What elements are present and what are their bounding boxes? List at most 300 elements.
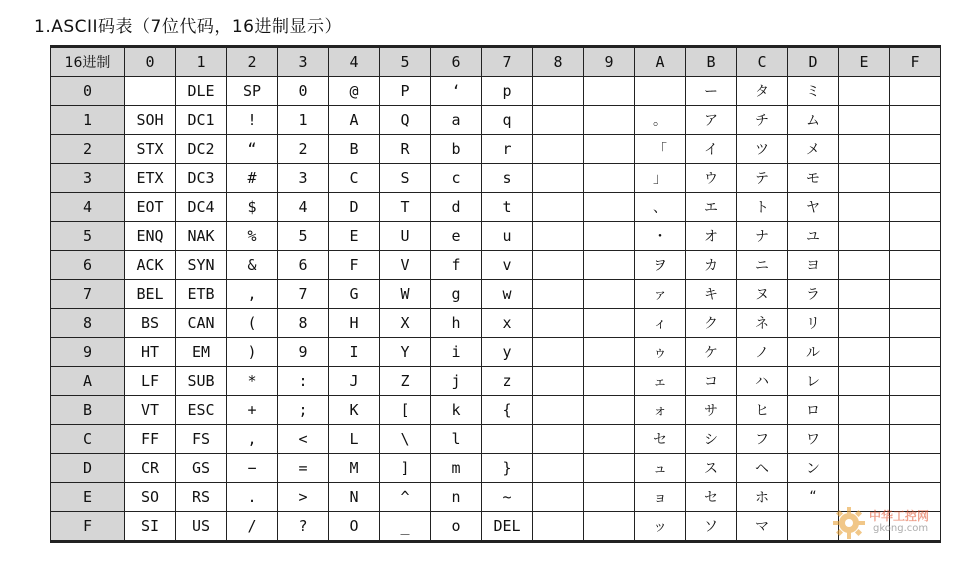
row-header: C	[51, 425, 125, 454]
table-cell	[584, 135, 635, 164]
column-header: 7	[482, 47, 533, 77]
table-cell: BEL	[125, 280, 176, 309]
table-cell	[584, 251, 635, 280]
table-cell	[533, 425, 584, 454]
table-cell	[839, 280, 890, 309]
table-cell: V	[380, 251, 431, 280]
table-cell: [	[380, 396, 431, 425]
table-cell	[839, 164, 890, 193]
table-cell: x	[482, 309, 533, 338]
table-cell: .	[227, 483, 278, 512]
gear-icon	[831, 505, 867, 541]
table-cell: “	[788, 483, 839, 512]
column-header: F	[890, 47, 941, 77]
table-cell: 7	[278, 280, 329, 309]
table-cell: ア	[686, 106, 737, 135]
table-cell	[635, 77, 686, 106]
table-cell	[839, 106, 890, 135]
table-cell: SYN	[176, 251, 227, 280]
table-cell	[890, 222, 941, 251]
table-cell: EOT	[125, 193, 176, 222]
table-cell: キ	[686, 280, 737, 309]
table-cell: セ	[635, 425, 686, 454]
table-cell: SUB	[176, 367, 227, 396]
table-cell: FS	[176, 425, 227, 454]
table-cell	[839, 367, 890, 396]
table-cell: ォ	[635, 396, 686, 425]
table-cell: レ	[788, 367, 839, 396]
table-cell: w	[482, 280, 533, 309]
table-cell: %	[227, 222, 278, 251]
table-cell: e	[431, 222, 482, 251]
table-cell: a	[431, 106, 482, 135]
table-cell	[584, 454, 635, 483]
table-row	[51, 396, 941, 425]
table-cell	[890, 280, 941, 309]
table-cell: DC4	[176, 193, 227, 222]
table-cell: チ	[737, 106, 788, 135]
row-header: 5	[51, 222, 125, 251]
table-cell: c	[431, 164, 482, 193]
row-header: E	[51, 483, 125, 512]
table-cell: カ	[686, 251, 737, 280]
table-row	[51, 425, 941, 454]
table-cell: t	[482, 193, 533, 222]
table-cell	[839, 338, 890, 367]
row-header: 2	[51, 135, 125, 164]
table-cell: ,	[227, 425, 278, 454]
table-cell: DC2	[176, 135, 227, 164]
table-row	[51, 309, 941, 338]
table-cell: DC3	[176, 164, 227, 193]
table-cell: DLE	[176, 77, 227, 106]
table-cell: ESC	[176, 396, 227, 425]
table-cell: _	[380, 512, 431, 542]
table-cell: SO	[125, 483, 176, 512]
table-cell: EM	[176, 338, 227, 367]
table-cell	[533, 483, 584, 512]
table-cell: ヘ	[737, 454, 788, 483]
table-cell	[584, 106, 635, 135]
table-cell	[839, 222, 890, 251]
table-cell: ル	[788, 338, 839, 367]
column-header: A	[635, 47, 686, 77]
table-cell: <	[278, 425, 329, 454]
table-cell: ロ	[788, 396, 839, 425]
table-cell: i	[431, 338, 482, 367]
table-cell: $	[227, 193, 278, 222]
table-cell: z	[482, 367, 533, 396]
table-cell: )	[227, 338, 278, 367]
table-cell: +	[227, 396, 278, 425]
row-header: B	[51, 396, 125, 425]
table-cell: d	[431, 193, 482, 222]
table-cell: X	[380, 309, 431, 338]
table-cell	[533, 512, 584, 542]
table-cell: B	[329, 135, 380, 164]
table-cell: ス	[686, 454, 737, 483]
table-row	[51, 512, 941, 542]
row-header: 8	[51, 309, 125, 338]
table-cell: ク	[686, 309, 737, 338]
table-cell: #	[227, 164, 278, 193]
table-cell: v	[482, 251, 533, 280]
watermark	[831, 505, 961, 545]
table-row	[51, 483, 941, 512]
table-cell: 1	[278, 106, 329, 135]
column-header: 6	[431, 47, 482, 77]
table-cell: ホ	[737, 483, 788, 512]
table-cell: セ	[686, 483, 737, 512]
table-cell	[584, 367, 635, 396]
table-cell	[839, 309, 890, 338]
column-header: 1	[176, 47, 227, 77]
row-header: 6	[51, 251, 125, 280]
table-cell	[890, 367, 941, 396]
table-cell: ウ	[686, 164, 737, 193]
table-cell: HT	[125, 338, 176, 367]
table-cell	[584, 483, 635, 512]
table-cell: SP	[227, 77, 278, 106]
table-cell	[584, 164, 635, 193]
table-cell: LF	[125, 367, 176, 396]
table-cell: イ	[686, 135, 737, 164]
table-cell	[890, 193, 941, 222]
table-cell: @	[329, 77, 380, 106]
table-cell: p	[482, 77, 533, 106]
table-row	[51, 251, 941, 280]
table-cell: ナ	[737, 222, 788, 251]
table-cell	[839, 193, 890, 222]
table-cell: T	[380, 193, 431, 222]
table-cell	[890, 251, 941, 280]
table-cell: }	[482, 454, 533, 483]
table-cell: サ	[686, 396, 737, 425]
table-cell	[890, 135, 941, 164]
table-cell: Z	[380, 367, 431, 396]
table-cell: 2	[278, 135, 329, 164]
table-cell: ョ	[635, 483, 686, 512]
table-cell: ^	[380, 483, 431, 512]
table-cell: A	[329, 106, 380, 135]
table-cell: G	[329, 280, 380, 309]
column-header: D	[788, 47, 839, 77]
table-cell: >	[278, 483, 329, 512]
row-header: 9	[51, 338, 125, 367]
table-cell: W	[380, 280, 431, 309]
row-header: 1	[51, 106, 125, 135]
table-cell: 、	[635, 193, 686, 222]
table-cell: b	[431, 135, 482, 164]
table-cell: j	[431, 367, 482, 396]
table-cell: g	[431, 280, 482, 309]
table-cell: ュ	[635, 454, 686, 483]
table-cell	[839, 396, 890, 425]
table-cell	[839, 454, 890, 483]
table-cell: ヌ	[737, 280, 788, 309]
table-cell: ~	[482, 483, 533, 512]
table-cell: CAN	[176, 309, 227, 338]
row-header: F	[51, 512, 125, 542]
table-cell: ETX	[125, 164, 176, 193]
table-row	[51, 338, 941, 367]
table-row	[51, 367, 941, 396]
table-cell	[533, 309, 584, 338]
watermark-text: 中华工控网	[869, 509, 930, 523]
column-header: C	[737, 47, 788, 77]
table-cell	[584, 309, 635, 338]
table-cell	[890, 164, 941, 193]
table-cell	[533, 77, 584, 106]
table-cell: L	[329, 425, 380, 454]
table-row	[51, 280, 941, 309]
table-cell: ETB	[176, 280, 227, 309]
table-cell	[839, 77, 890, 106]
table-cell: N	[329, 483, 380, 512]
table-cell: Q	[380, 106, 431, 135]
table-cell: M	[329, 454, 380, 483]
table-cell	[890, 106, 941, 135]
table-cell: o	[431, 512, 482, 542]
table-cell: コ	[686, 367, 737, 396]
table-cell: リ	[788, 309, 839, 338]
table-cell: ト	[737, 193, 788, 222]
table-cell: ワ	[788, 425, 839, 454]
column-header: 2	[227, 47, 278, 77]
table-cell: タ	[737, 77, 788, 106]
table-cell	[584, 338, 635, 367]
table-cell: (	[227, 309, 278, 338]
table-cell	[584, 512, 635, 542]
table-cell: “	[227, 135, 278, 164]
table-cell: !	[227, 106, 278, 135]
table-cell: &	[227, 251, 278, 280]
row-header: D	[51, 454, 125, 483]
table-cell: ハ	[737, 367, 788, 396]
table-cell: ゥ	[635, 338, 686, 367]
table-cell: *	[227, 367, 278, 396]
row-header: A	[51, 367, 125, 396]
table-cell: エ	[686, 193, 737, 222]
table-cell	[533, 367, 584, 396]
table-cell: f	[431, 251, 482, 280]
column-header: 9	[584, 47, 635, 77]
table-row	[51, 135, 941, 164]
table-cell	[890, 77, 941, 106]
table-cell: l	[431, 425, 482, 454]
table-cell: ヨ	[788, 251, 839, 280]
table-cell: /	[227, 512, 278, 542]
column-header: 5	[380, 47, 431, 77]
table-cell	[584, 425, 635, 454]
table-cell: 3	[278, 164, 329, 193]
column-header: 3	[278, 47, 329, 77]
table-cell	[533, 106, 584, 135]
table-cell	[839, 251, 890, 280]
table-cell: ァ	[635, 280, 686, 309]
table-cell: q	[482, 106, 533, 135]
table-cell: ACK	[125, 251, 176, 280]
table-cell	[839, 135, 890, 164]
table-cell	[584, 396, 635, 425]
row-header: 7	[51, 280, 125, 309]
column-header: E	[839, 47, 890, 77]
row-header: 0	[51, 77, 125, 106]
table-cell: オ	[686, 222, 737, 251]
table-cell: シ	[686, 425, 737, 454]
table-cell: ;	[278, 396, 329, 425]
table-cell: ユ	[788, 222, 839, 251]
table-row	[51, 454, 941, 483]
table-cell: NAK	[176, 222, 227, 251]
table-row	[51, 77, 941, 106]
table-cell	[890, 425, 941, 454]
table-cell	[584, 280, 635, 309]
table-cell: O	[329, 512, 380, 542]
ascii-table	[50, 45, 941, 543]
table-cell: SI	[125, 512, 176, 542]
table-cell: 6	[278, 251, 329, 280]
table-cell: m	[431, 454, 482, 483]
table-cell: n	[431, 483, 482, 512]
table-cell: Y	[380, 338, 431, 367]
table-cell: E	[329, 222, 380, 251]
table-cell: ッ	[635, 512, 686, 542]
table-cell: STX	[125, 135, 176, 164]
table-row	[51, 193, 941, 222]
table-cell: K	[329, 396, 380, 425]
table-cell: y	[482, 338, 533, 367]
table-cell: US	[176, 512, 227, 542]
table-cell	[584, 77, 635, 106]
table-cell: u	[482, 222, 533, 251]
table-cell: J	[329, 367, 380, 396]
table-cell	[533, 251, 584, 280]
table-row	[51, 106, 941, 135]
table-cell: 」	[635, 164, 686, 193]
table-cell: k	[431, 396, 482, 425]
table-cell: ‚	[227, 280, 278, 309]
table-cell	[533, 280, 584, 309]
table-cell	[839, 425, 890, 454]
table-cell: =	[278, 454, 329, 483]
table-cell: ミ	[788, 77, 839, 106]
table-row	[51, 164, 941, 193]
table-cell	[125, 77, 176, 106]
table-cell: ィ	[635, 309, 686, 338]
table-cell: I	[329, 338, 380, 367]
table-cell: モ	[788, 164, 839, 193]
table-cell: ?	[278, 512, 329, 542]
table-cell: s	[482, 164, 533, 193]
page-title: 1.ASCII码表（7位代码，16进制显示）	[34, 17, 342, 37]
table-cell: 5	[278, 222, 329, 251]
table-cell: メ	[788, 135, 839, 164]
table-cell: ツ	[737, 135, 788, 164]
table-cell: ー	[686, 77, 737, 106]
table-cell: ン	[788, 454, 839, 483]
table-cell: DEL	[482, 512, 533, 542]
table-cell	[890, 338, 941, 367]
table-cell	[584, 193, 635, 222]
row-header: 3	[51, 164, 125, 193]
header-row	[51, 47, 941, 77]
table-cell: S	[380, 164, 431, 193]
table-cell: フ	[737, 425, 788, 454]
table-cell: H	[329, 309, 380, 338]
table-cell: 8	[278, 309, 329, 338]
table-cell: ヒ	[737, 396, 788, 425]
corner-label: 16进制	[51, 47, 125, 77]
table-cell: SOH	[125, 106, 176, 135]
table-cell: RS	[176, 483, 227, 512]
table-cell	[890, 309, 941, 338]
table-cell: F	[329, 251, 380, 280]
table-cell: FF	[125, 425, 176, 454]
table-cell: ENQ	[125, 222, 176, 251]
table-cell	[890, 454, 941, 483]
table-row	[51, 222, 941, 251]
table-cell: ヲ	[635, 251, 686, 280]
table-cell	[533, 164, 584, 193]
table-cell	[533, 222, 584, 251]
table-cell: CR	[125, 454, 176, 483]
column-header: 8	[533, 47, 584, 77]
table-cell	[890, 396, 941, 425]
table-cell: テ	[737, 164, 788, 193]
table-cell: :	[278, 367, 329, 396]
table-cell: ラ	[788, 280, 839, 309]
watermark-url: gkong.com	[873, 523, 929, 534]
table-cell: 9	[278, 338, 329, 367]
table-cell: ヤ	[788, 193, 839, 222]
table-cell: C	[329, 164, 380, 193]
table-cell: 。	[635, 106, 686, 135]
table-cell: ネ	[737, 309, 788, 338]
table-cell	[533, 454, 584, 483]
table-cell: 「	[635, 135, 686, 164]
table-cell: ノ	[737, 338, 788, 367]
table-cell: {	[482, 396, 533, 425]
table-cell: ケ	[686, 338, 737, 367]
table-cell: 4	[278, 193, 329, 222]
table-cell: h	[431, 309, 482, 338]
table-cell: DC1	[176, 106, 227, 135]
table-cell	[533, 193, 584, 222]
table-cell	[584, 222, 635, 251]
table-cell: U	[380, 222, 431, 251]
table-cell: ム	[788, 106, 839, 135]
table-cell	[533, 135, 584, 164]
column-header: 4	[329, 47, 380, 77]
table-cell: ‘	[431, 77, 482, 106]
table-cell: ・	[635, 222, 686, 251]
table-cell	[533, 338, 584, 367]
column-header: 0	[125, 47, 176, 77]
table-cell: D	[329, 193, 380, 222]
table-cell: 0	[278, 77, 329, 106]
table-cell	[533, 396, 584, 425]
table-cell: \	[380, 425, 431, 454]
table-cell: GS	[176, 454, 227, 483]
column-header: B	[686, 47, 737, 77]
table-cell: P	[380, 77, 431, 106]
table-cell: ニ	[737, 251, 788, 280]
row-header: 4	[51, 193, 125, 222]
table-cell: −	[227, 454, 278, 483]
table-cell: マ	[737, 512, 788, 542]
table-cell	[482, 425, 533, 454]
